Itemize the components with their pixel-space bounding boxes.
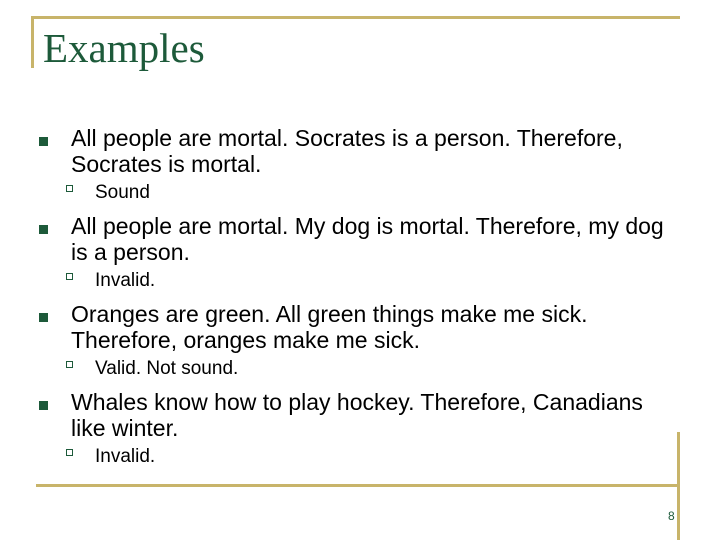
slide-title: Examples — [43, 25, 205, 71]
right-rule — [677, 432, 680, 540]
sub-item-text: Invalid. — [95, 270, 156, 291]
item-text: Whales know how to play hockey. Therefore, Canadians like winter. — [71, 389, 643, 441]
left-rule — [31, 16, 34, 68]
sub-item-text: Invalid. — [95, 446, 156, 467]
list-item — [36, 301, 676, 381]
hollow-square-bullet-icon — [66, 273, 73, 280]
sub-item — [36, 269, 676, 293]
bullet-list — [36, 125, 676, 469]
square-bullet-icon — [39, 313, 48, 322]
sub-item — [36, 181, 676, 205]
item-text: Oranges are green. All green things make me sick. Therefore, oranges make me sick. — [71, 301, 588, 353]
item-text: All people are mortal. My dog is mortal. Therefore, my dog is a person. — [71, 213, 664, 265]
square-bullet-icon — [39, 137, 48, 146]
square-bullet-icon — [39, 225, 48, 234]
hollow-square-bullet-icon — [66, 449, 73, 456]
bottom-rule — [36, 484, 680, 487]
list-item — [36, 213, 676, 293]
sub-item-text: Valid. Not sound. — [95, 358, 239, 379]
hollow-square-bullet-icon — [66, 361, 73, 368]
sub-item-text: Sound — [95, 182, 150, 203]
hollow-square-bullet-icon — [66, 185, 73, 192]
square-bullet-icon — [39, 401, 48, 410]
sub-item — [36, 445, 676, 469]
page-number: 8 — [668, 509, 675, 523]
sub-item — [36, 357, 676, 381]
list-item — [36, 389, 676, 469]
list-item — [36, 125, 676, 205]
item-text: All people are mortal. Socrates is a person. Therefore, Socrates is mortal. — [71, 125, 623, 177]
top-rule — [32, 16, 680, 19]
